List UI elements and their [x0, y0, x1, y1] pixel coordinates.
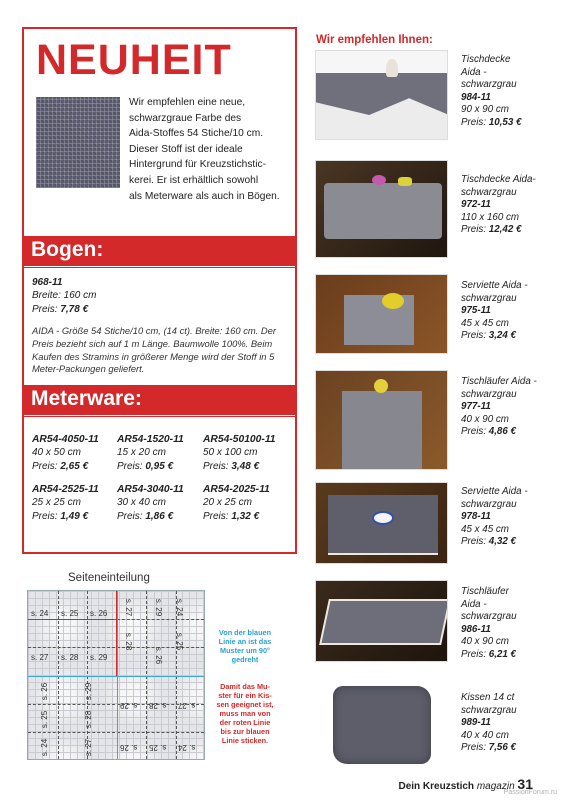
recommend-title: Wir empfehlen Ihnen: [316, 34, 433, 46]
product-size: 110 x 160 cm [461, 211, 520, 223]
desc-line: Preis bezieht sich auf 1 m Länge. Baumwolle 100%. Beim [32, 337, 273, 349]
page-label: s. 24 [31, 609, 49, 618]
desc-line: Meter-Packungen geliefert. [32, 363, 145, 375]
product-article: 972-11 [461, 199, 491, 211]
note-line: bis zur blauen [220, 727, 270, 736]
teapot-decor [382, 293, 404, 309]
meterware-price [117, 460, 203, 474]
price-label: Preis: [32, 303, 61, 315]
page-label: s. 29 [90, 653, 108, 662]
page-label: s. 25 [175, 632, 185, 651]
meterware-size: 40 x 50 cm [32, 447, 81, 458]
product-info [461, 692, 557, 755]
meterware-code: AR54-2025-11 [203, 484, 270, 496]
page-label: s. 28 [124, 632, 134, 651]
intro-line: kerei. Er ist erhältlich sowohl [129, 174, 259, 186]
price-label: Preis: [117, 460, 146, 472]
page-label: s. 27 [178, 701, 196, 710]
page-label: s. 29 [154, 598, 164, 617]
price-value: 2,65 € [60, 460, 89, 472]
product-article: 977-11 [461, 401, 491, 413]
price-label: Preis: [461, 330, 489, 342]
meterware-code: AR54-4050-11 [32, 434, 99, 445]
watermark: PassionForum.ru [503, 789, 557, 796]
product-article: 984-11 [461, 91, 491, 103]
note-line: sen geeignet ist, [216, 700, 274, 709]
product-image-runner [315, 370, 448, 470]
bogen-header-bar [22, 236, 297, 266]
cup-decor [372, 511, 394, 525]
meterware-price [203, 460, 294, 474]
blue-line [28, 676, 204, 677]
product-name: schwarzgrau [461, 704, 517, 716]
product-image-runner-lace [315, 580, 448, 662]
cushion-shape [333, 686, 431, 764]
red-line [28, 591, 117, 676]
page-label: s. 29 [120, 701, 138, 710]
price-value: 12,42 € [488, 224, 522, 236]
page-label: s. 25 [149, 743, 167, 752]
red-line-note [207, 682, 283, 745]
page-label: s. 28 [61, 653, 79, 662]
meterware-item [32, 433, 117, 473]
meterware-code: AR54-50100-11 [203, 434, 276, 445]
meterware-size: 30 x 40 cm [117, 497, 166, 509]
bogen-title: Bogen: [31, 238, 104, 261]
price-value: 1,49 € [60, 510, 89, 522]
meterware-price [32, 460, 117, 474]
note-line: Linie sticken. [221, 736, 269, 745]
price-label: Preis: [461, 116, 489, 128]
meterware-header-bar [22, 385, 297, 415]
product-name: Tischläufer Aida - [461, 376, 537, 387]
product-article: 989-11 [461, 717, 491, 729]
intro-line: Hintergrund für Kreuzstichstic- [129, 159, 267, 171]
product-info [461, 486, 557, 549]
product-image-tablecloth-large [315, 160, 448, 258]
page-number: 31 [517, 776, 533, 792]
price-label: Preis: [203, 460, 232, 472]
magazine-word: magazin [476, 781, 515, 792]
neuheit-intro [129, 95, 294, 204]
bogen-info [32, 276, 96, 316]
page-label: s. 24 [178, 743, 196, 752]
page-label: s. 26 [154, 646, 164, 665]
meterware-size: 50 x 100 cm [203, 447, 258, 458]
meterware-item [32, 483, 117, 523]
product-size: 45 x 45 cm [461, 317, 509, 329]
product-name: schwarzgrau [461, 388, 517, 400]
desc-line: AIDA - Größe 54 Stiche/10 cm, (14 ct). Breite: 160 cm. Der [32, 325, 277, 336]
meterware-item [117, 483, 203, 523]
product-name: schwarzgrau [461, 79, 517, 91]
price-label: Preis: [461, 742, 489, 754]
product-name: Serviette Aida - [461, 280, 528, 291]
product-article: 975-11 [461, 305, 491, 317]
product-price [461, 330, 557, 343]
blue-line [117, 591, 118, 759]
intro-line: als Meterware als auch in Bögen. [129, 190, 280, 202]
meterware-title: Meterware: [31, 387, 142, 410]
bogen-article: 968-11 [32, 277, 63, 288]
meterware-size: 15 x 20 cm [117, 447, 166, 458]
bogen-price-line [32, 303, 96, 316]
price-value: 0,95 € [145, 460, 174, 472]
note-line: muss man von [219, 709, 271, 718]
product-size: 90 x 90 cm [461, 104, 509, 116]
product-image-napkin-lace [315, 482, 448, 564]
product-size: 40 x 90 cm [461, 636, 509, 648]
product-name: Serviette Aida - [461, 486, 528, 497]
intro-line: Wir empfehlen eine neue, [129, 97, 246, 108]
page-label: s. 28 [84, 710, 94, 729]
meterware-price [117, 510, 203, 524]
red-line [28, 619, 117, 620]
price-value: 4,86 € [488, 426, 517, 438]
meterware-item [117, 433, 203, 473]
product-info [461, 54, 557, 130]
product-name: schwarzgrau [461, 611, 517, 623]
blue-line-note [207, 628, 283, 664]
product-info [461, 376, 557, 439]
price-label: Preis: [32, 510, 61, 522]
price-value: 1,32 € [231, 510, 260, 522]
note-line: gedreht [231, 655, 259, 664]
note-line: Von der blauen [218, 628, 272, 637]
page-label: s. 29 [84, 682, 94, 701]
price-value: 10,53 € [488, 116, 522, 128]
product-price [461, 224, 557, 237]
price-label: Preis: [117, 510, 146, 522]
price-label: Preis: [203, 510, 232, 522]
product-price [461, 742, 557, 755]
meterware-grid [32, 433, 294, 523]
product-name: Aida - [461, 66, 487, 78]
page-label: s. 28 [149, 701, 167, 710]
product-name: Tischdecke [461, 54, 511, 65]
meterware-code: AR54-1520-11 [117, 434, 184, 445]
bogen-breite: Breite: 160 cm [32, 290, 97, 302]
note-line: der roten Linie [219, 718, 271, 727]
grid-divider [176, 591, 177, 759]
product-info [461, 174, 557, 237]
price-value: 3,48 € [231, 460, 260, 472]
note-line: Linie an ist das [218, 637, 272, 646]
product-size: 45 x 45 cm [461, 523, 509, 535]
product-info [461, 280, 557, 343]
page-label: s. 25 [40, 710, 50, 729]
desc-line: Kaufen des Stramins in größerer Menge wird der Stoff in 5 [32, 350, 275, 362]
page-label: s. 25 [61, 609, 79, 618]
product-image-cushion [315, 680, 448, 768]
page-label: s. 26 [90, 609, 108, 618]
neuheit-title: NEUHEIT [36, 36, 232, 84]
page-layout-diagram [27, 590, 205, 760]
page-label: s. 24 [40, 738, 50, 757]
intro-line: Dieser Stoff ist der ideale [129, 143, 243, 155]
note-line: Muster um 90° [220, 646, 270, 655]
grid-divider [28, 732, 204, 733]
meterware-code: AR54-2525-11 [32, 484, 99, 496]
product-price [461, 536, 557, 549]
price-label: Preis: [461, 648, 489, 660]
grid-divider [146, 591, 147, 759]
price-value: 3,24 € [488, 330, 517, 342]
price-label: Preis: [461, 536, 489, 548]
product-image-tablecloth [315, 50, 448, 140]
meterware-size: 20 x 25 cm [203, 497, 252, 509]
cup-decor [398, 177, 412, 186]
product-name: Kissen 14 ct [461, 692, 515, 703]
price-value: 7,56 € [488, 742, 517, 754]
product-price [461, 117, 557, 130]
aida-description [32, 325, 290, 376]
vase-decor [374, 379, 388, 393]
meterware-price [32, 510, 117, 524]
magazine-brand: Dein Kreuzstich [398, 781, 475, 792]
price-value: 7,78 € [60, 303, 89, 315]
price-label: Preis: [461, 224, 489, 236]
intro-line: schwarzgraue Farbe des [129, 112, 242, 124]
product-image-napkin [315, 274, 448, 354]
meterware-item [203, 433, 294, 473]
intro-line: Aida-Stoffes 54 Stiche/10 cm. [129, 128, 264, 140]
fabric-swatch-image [36, 97, 120, 188]
product-size: 40 x 90 cm [461, 413, 509, 425]
product-name: Tischdecke Aida- [461, 174, 536, 185]
angel-figurine [386, 59, 398, 77]
seiteneinteilung-title: Seiteneinteilung [68, 572, 150, 584]
product-price [461, 426, 557, 439]
price-label: Preis: [461, 426, 489, 438]
price-value: 4,32 € [488, 536, 517, 548]
price-value: 6,21 € [488, 648, 517, 660]
meterware-item [203, 483, 294, 523]
product-name: Aida - [461, 598, 487, 610]
page-label: s. 26 [40, 682, 50, 701]
product-name: Tischläufer [461, 586, 509, 597]
product-name: schwarzgrau [461, 498, 517, 510]
page-label: s. 24 [175, 598, 185, 617]
note-line: ster für ein Kis- [218, 691, 272, 700]
page-label: s. 26 [120, 743, 138, 752]
price-label: Preis: [32, 460, 61, 472]
meterware-code: AR54-3040-11 [117, 484, 184, 496]
meterware-price [203, 510, 294, 524]
product-price [461, 649, 557, 662]
product-info [461, 586, 557, 662]
product-name: schwarzgrau [461, 186, 517, 198]
note-line: Damit das Mu- [220, 682, 270, 691]
price-value: 1,86 € [145, 510, 174, 522]
meterware-size: 25 x 25 cm [32, 497, 81, 509]
product-size: 40 x 40 cm [461, 729, 509, 741]
product-name: schwarzgrau [461, 292, 517, 304]
page-label: s. 27 [84, 738, 94, 757]
product-article: 978-11 [461, 511, 491, 523]
page-label: s. 27 [31, 653, 49, 662]
page-label: s. 27 [124, 598, 134, 617]
product-article: 986-11 [461, 623, 491, 635]
flower-decor [372, 175, 386, 185]
